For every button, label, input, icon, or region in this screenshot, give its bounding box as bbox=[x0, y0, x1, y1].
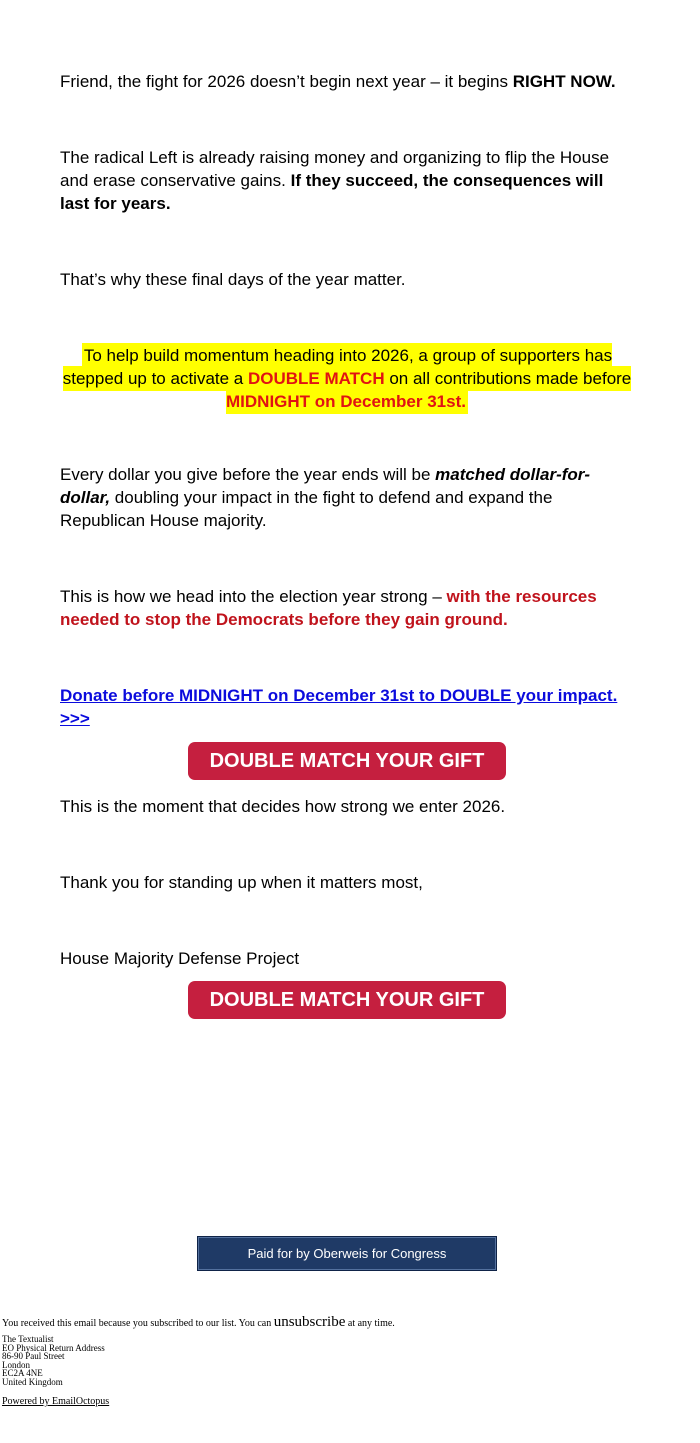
opening-text: Friend, the fight for 2026 doesn’t begin next year – it begins bbox=[60, 72, 513, 91]
paragraph-final-days bbox=[60, 268, 634, 291]
address-line: The Textualist bbox=[2, 1334, 54, 1344]
stop-democrats-red-text: with the resources needed to stop the Democrats before they gain ground. bbox=[60, 587, 597, 629]
paragraph-thank-you bbox=[60, 871, 634, 894]
address-line: EC2A 4NE bbox=[2, 1368, 43, 1378]
address-line: 86-90 Paul Street bbox=[2, 1351, 65, 1361]
radical-left-bold-text: If they succeed, the consequences will last for years. bbox=[60, 171, 604, 213]
email-footer bbox=[0, 1271, 700, 1408]
donate-link[interactable]: Donate before MIDNIGHT on December 31st to DOUBLE your impact. >>> bbox=[60, 686, 618, 728]
paragraph-signature bbox=[60, 947, 634, 970]
double-match-button-2[interactable]: DOUBLE MATCH YOUR GIFT bbox=[188, 981, 507, 1019]
radical-left-text: The radical Left is already raising money and organizing to flip the House and erase conservative gains. bbox=[60, 148, 610, 190]
paragraph-radical-left bbox=[60, 146, 634, 215]
every-dollar-text: Every dollar you give before the year ends will be bbox=[60, 465, 436, 484]
footer-received-text: You received this email because you subscribed to our list. You can bbox=[2, 1318, 274, 1329]
opening-bold-text: RIGHT NOW. bbox=[512, 72, 616, 91]
moment-text: This is the moment that decides how strong we enter 2026. bbox=[60, 797, 506, 816]
paragraph-opening bbox=[60, 70, 634, 93]
paragraph-every-dollar bbox=[60, 463, 634, 532]
every-dollar-text-2: doubling your impact in the fight to defend and expand the Republican House majority. bbox=[60, 488, 553, 530]
double-match-button-1[interactable]: DOUBLE MATCH YOUR GIFT bbox=[188, 742, 507, 780]
footer-anytime-text: at any time. bbox=[345, 1318, 395, 1329]
signature-text: House Majority Defense Project bbox=[60, 949, 300, 968]
paragraph-election-year bbox=[60, 585, 634, 631]
address-line: United Kingdom bbox=[2, 1376, 63, 1387]
footer-powered-row bbox=[2, 1395, 700, 1408]
paragraph-donate-link bbox=[60, 684, 634, 730]
unsubscribe-link[interactable]: unsubscribe bbox=[273, 1314, 346, 1330]
double-match-red-text: DOUBLE MATCH bbox=[247, 369, 385, 388]
paragraph-highlighted-match bbox=[60, 344, 634, 413]
cta-button-row-2 bbox=[60, 981, 634, 1019]
matched-dollar-italic-text: matched dollar-for-dollar, bbox=[60, 465, 591, 507]
address-line: EO Physical Return Address bbox=[2, 1342, 105, 1353]
highlight-text-1: To help build momentum heading into 2026, a group of supporters has stepped up to activate a bbox=[62, 346, 613, 388]
address-line: London bbox=[2, 1359, 30, 1370]
footer-subscription-line bbox=[2, 1316, 700, 1330]
paid-for-disclaimer-box: Paid for by Oberweis for Congress bbox=[197, 1236, 497, 1271]
midnight-red-text: MIDNIGHT on December 31st. bbox=[226, 392, 466, 411]
election-year-text: This is how we head into the election year strong – bbox=[60, 587, 447, 606]
paragraph-moment bbox=[60, 795, 634, 818]
final-days-text: That’s why these final days of the year matter. bbox=[60, 270, 406, 289]
highlight-text-2: on all contributions made before bbox=[384, 369, 632, 388]
cta-button-row-1 bbox=[60, 742, 634, 780]
highlight-span bbox=[63, 343, 632, 414]
thank-you-text: Thank you for standing up when it matters most, bbox=[60, 873, 423, 892]
powered-by-emailoctopus-link[interactable]: Powered by EmailOctopus bbox=[2, 1396, 110, 1407]
disclaimer-row bbox=[60, 1236, 634, 1271]
footer-address-block bbox=[2, 1335, 700, 1386]
